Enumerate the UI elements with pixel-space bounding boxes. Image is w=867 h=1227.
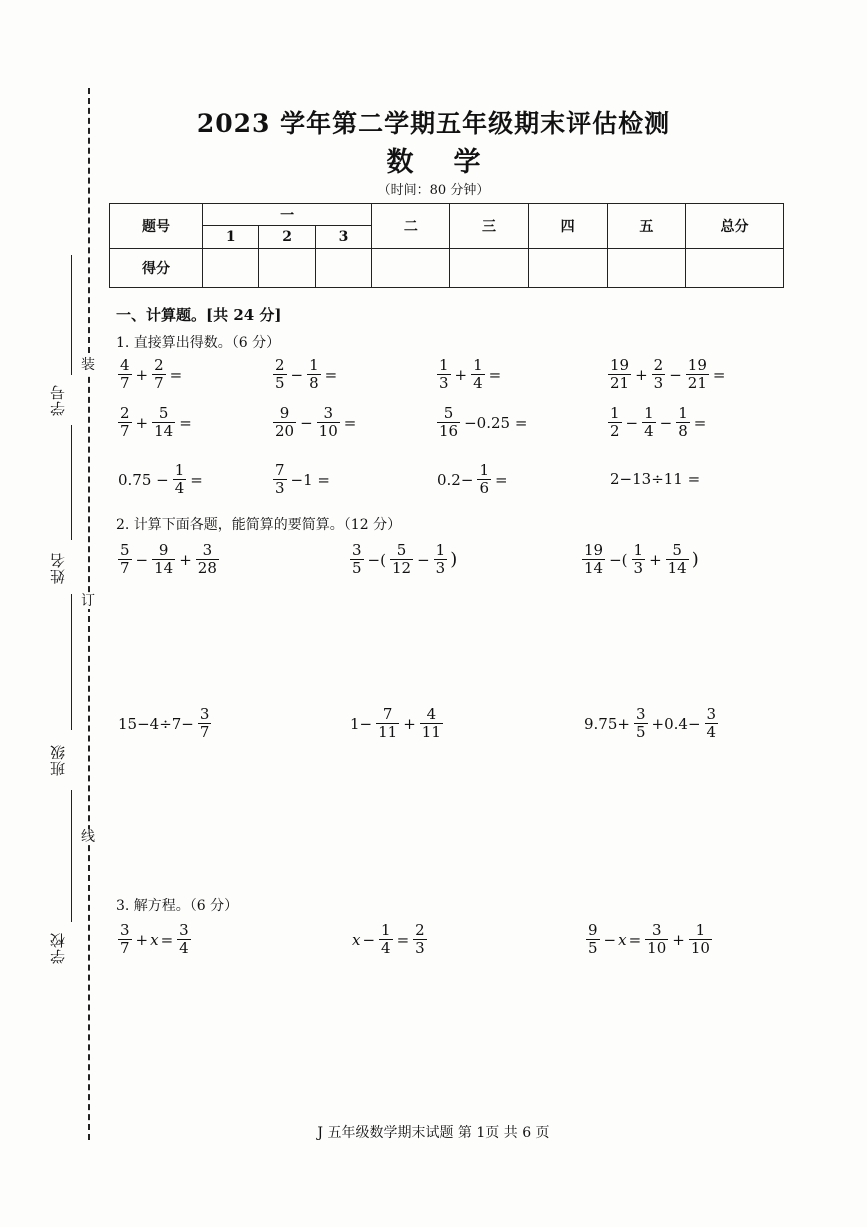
fraction: $\frac{9}{14}$: [154, 541, 174, 577]
part-four-header: 四: [528, 204, 607, 249]
fraction: $\frac{3}{5}$: [352, 541, 362, 577]
cut-mark-xian: 线: [81, 829, 95, 845]
fraction: $\frac{7}{3}$: [275, 461, 285, 497]
question-2-title: 2. 计算下面各题，能简算的要简算。（12 分）: [116, 517, 402, 533]
score-cell-1[interactable]: [203, 249, 259, 288]
fraction: $\frac{19}{21}$: [687, 356, 707, 392]
part-three-header: 三: [450, 204, 528, 249]
fraction: $\frac{3}{10}$: [647, 921, 667, 957]
score-cell-3[interactable]: [315, 249, 371, 288]
fraction: $\frac{2}{7}$: [154, 356, 164, 392]
section-1-title: 一、计算题。[共 24 分]: [116, 306, 282, 324]
fraction: $\frac{3}{28}$: [197, 541, 217, 577]
part-one-header: 一: [203, 204, 372, 226]
fraction: $\frac{9}{20}$: [275, 404, 295, 440]
fraction: $\frac{5}{14}$: [154, 404, 174, 440]
fraction: $\frac{2}{7}$: [120, 404, 130, 440]
fraction: $\frac{1}{4}$: [473, 356, 483, 392]
class-label: 班级: [49, 744, 67, 776]
sub-2-header: 2: [259, 226, 315, 249]
fraction: $\frac{1}{8}$: [309, 356, 319, 392]
fraction: $\frac{3}{4}$: [706, 705, 717, 741]
fraction: $\frac{19}{21}$: [610, 356, 630, 392]
fraction: $\frac{3}{7}$: [120, 921, 130, 957]
fraction: $\frac{19}{14}$: [584, 541, 604, 577]
q1-expression-k: 0.2− $\frac{1}{6}$ =: [437, 461, 508, 497]
fraction: $\frac{7}{11}$: [378, 705, 398, 741]
q2-expression-a: $\frac{5}{7}$ − $\frac{9}{14}$ + $\frac{3}{28}$: [120, 541, 217, 577]
fraction: $\frac{3}{7}$: [199, 705, 210, 741]
q2-expression-e: 1− $\frac{7}{11}$ + $\frac{4}{11}$: [350, 705, 441, 741]
subject-title: 数学: [386, 147, 521, 178]
q1-expression-b: $\frac{2}{5}$ − $\frac{1}{8}$ =: [275, 356, 338, 392]
class-line-top[interactable]: [71, 594, 72, 730]
name-line-top[interactable]: [71, 425, 72, 540]
fraction: $\frac{1}{3}$: [633, 541, 644, 577]
score-cell-part4[interactable]: [528, 249, 607, 288]
student-id-line[interactable]: [71, 255, 72, 375]
fraction: $\frac{1}{2}$: [610, 404, 620, 440]
score-cell-2[interactable]: [259, 249, 315, 288]
part-five-header: 五: [607, 204, 685, 249]
score-cell-part2[interactable]: [372, 249, 450, 288]
score-row-label: 得分: [110, 249, 203, 288]
q2-expression-f: 9.75+ $\frac{3}{5}$ +0.4− $\frac{3}{4}$: [584, 705, 717, 741]
fraction: $\frac{2}{3}$: [653, 356, 664, 392]
q1-expression-c: $\frac{1}{3}$ + $\frac{1}{4}$ =: [439, 356, 502, 392]
fraction: $\frac{1}{4}$: [644, 404, 654, 440]
q2-expression-d: 15−4÷7− $\frac{3}{7}$: [118, 705, 210, 741]
exam-title: 2023 学年第二学期五年级期末评估检测: [196, 109, 671, 138]
fraction: $\frac{1}{4}$: [174, 461, 185, 497]
score-cell-part3[interactable]: [450, 249, 528, 288]
student-id-label: 学号: [49, 384, 67, 416]
q3-equation-b: x − $\frac{1}{4}$ = $\frac{2}{3}$: [352, 921, 425, 957]
cut-mark-ding: 订: [81, 593, 95, 609]
q1-expression-i: 0.75 − $\frac{1}{4}$ =: [118, 461, 203, 497]
fraction: $\frac{5}{14}$: [667, 541, 687, 577]
page-footer: J 五年级数学期末试题 第 1页 共 6 页: [317, 1125, 550, 1141]
fraction: $\frac{3}{10}$: [318, 404, 338, 440]
fraction: $\frac{1}{6}$: [479, 461, 489, 497]
time-info: （时间：80 分钟）: [377, 183, 490, 198]
cut-mark-zhuang: 装: [81, 357, 95, 373]
question-3-title: 3. 解方程。（6 分）: [116, 898, 239, 914]
fraction: $\frac{4}{11}$: [421, 705, 441, 741]
q2-expression-c: $\frac{19}{14}$ −( $\frac{1}{3}$ + $\frac{5}{14}$ ): [584, 541, 699, 577]
q1-expression-l: 2−13÷11 =: [610, 470, 701, 488]
fraction: $\frac{1}{3}$: [439, 356, 449, 392]
fraction: $\frac{1}{4}$: [381, 921, 391, 957]
score-table: [109, 203, 784, 288]
score-cell-total[interactable]: [685, 249, 783, 288]
score-cell-part5[interactable]: [607, 249, 685, 288]
fraction: $\frac{5}{16}$: [439, 404, 459, 440]
q1-expression-a: $\frac{4}{7}$ + $\frac{2}{7}$ =: [120, 356, 183, 392]
sub-1-header: 1: [203, 226, 259, 249]
question-1-title: 1. 直接算出得数。（6 分）: [116, 335, 281, 351]
q1-expression-h: $\frac{1}{2}$ − $\frac{1}{4}$ − $\frac{1}{8}$ =: [610, 404, 707, 440]
fraction: $\frac{5}{7}$: [120, 541, 130, 577]
fraction: $\frac{3}{5}$: [635, 705, 646, 741]
q3-equation-c: $\frac{9}{5}$ − x = $\frac{3}{10}$ + $\frac{1}{10}$: [588, 921, 710, 957]
name-label: 姓名: [49, 552, 67, 584]
fraction: $\frac{4}{7}$: [120, 356, 130, 392]
q1-expression-g: $\frac{5}{16}$ −0.25 =: [439, 404, 528, 440]
fraction: $\frac{3}{4}$: [179, 921, 189, 957]
fraction: $\frac{9}{5}$: [588, 921, 598, 957]
sub-3-header: 3: [315, 226, 371, 249]
q1-expression-f: $\frac{9}{20}$ − $\frac{3}{10}$ =: [275, 404, 357, 440]
total-header: 总分: [685, 204, 783, 249]
fraction: $\frac{2}{3}$: [415, 921, 425, 957]
school-label: 学校: [49, 932, 67, 964]
school-line-top[interactable]: [71, 790, 72, 922]
fraction: $\frac{1}{8}$: [678, 404, 688, 440]
q2-expression-b: $\frac{3}{5}$ −( $\frac{5}{12}$ − $\frac{1}{3}$ ): [352, 541, 458, 577]
fraction: $\frac{2}{5}$: [275, 356, 285, 392]
part-two-header: 二: [372, 204, 450, 249]
q1-expression-e: $\frac{2}{7}$ + $\frac{5}{14}$ =: [120, 404, 192, 440]
question-number-header: 题号: [110, 204, 203, 249]
q3-equation-a: $\frac{3}{7}$ + x = $\frac{3}{4}$: [120, 921, 189, 957]
binding-dashed-line: [88, 88, 90, 1140]
q1-expression-j: $\frac{7}{3}$ −1 =: [275, 461, 330, 497]
fraction: $\frac{1}{3}$: [435, 541, 446, 577]
fraction: $\frac{5}{12}$: [391, 541, 412, 577]
q1-expression-d: $\frac{19}{21}$ + $\frac{2}{3}$ − $\frac{19}{21}$ =: [610, 356, 726, 392]
fraction: $\frac{1}{10}$: [690, 921, 710, 957]
